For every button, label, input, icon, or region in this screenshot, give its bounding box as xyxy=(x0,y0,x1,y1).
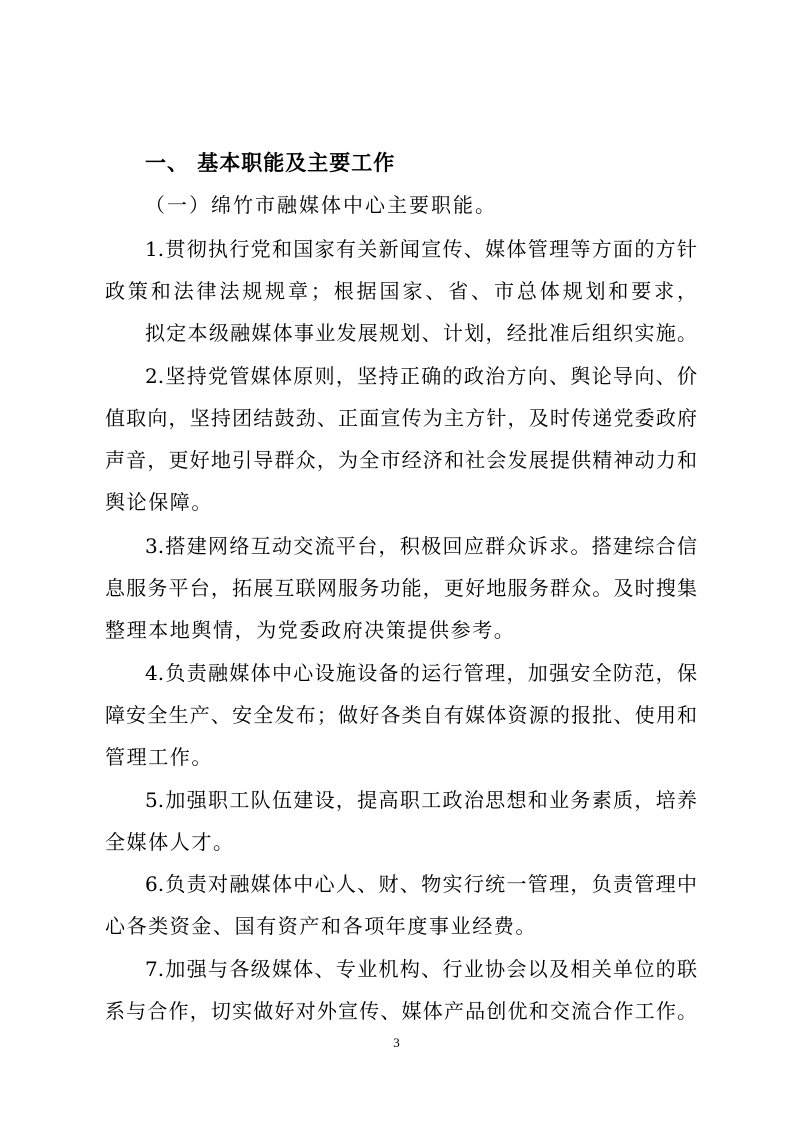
paragraph-line: 3.搭建网络互动交流平台，积极回应群众诉求。搭建综合信 xyxy=(145,534,697,558)
paragraph-line: 心各类资金、国有资产和各项年度事业经费。 xyxy=(105,914,537,938)
paragraph-line: 系与合作，切实做好对外宣传、媒体产品创优和交流合作工作。 xyxy=(105,999,697,1023)
subsection-heading: （一）绵竹市融媒体中心主要职能。 xyxy=(145,193,497,217)
paragraph-line: 1.贯彻执行党和国家有关新闻宣传、媒体管理等方面的方针 xyxy=(145,237,697,261)
paragraph-line: 息服务平台，拓展互联网服务功能，更好地服务群众。及时搜集 xyxy=(105,576,697,600)
paragraph-line: 管理工作。 xyxy=(105,745,213,769)
paragraph-line: 政策和法律法规规章；根据国家、省、市总体规划和要求， xyxy=(105,279,697,303)
paragraph-line: 声音，更好地引导群众，为全市经济和社会发展提供精神动力和 xyxy=(105,448,697,472)
paragraph-line: 障安全生产、安全发布；做好各类自有媒体资源的报批、使用和 xyxy=(105,703,697,727)
paragraph-line: 全媒体人才。 xyxy=(105,830,235,854)
paragraph-line: 2.坚持党管媒体原则，坚持正确的政治方向、舆论导向、价 xyxy=(145,364,697,388)
paragraph-line: 4.负责融媒体中心设施设备的运行管理，加强安全防范，保 xyxy=(145,661,697,685)
paragraph-line: 7.加强与各级媒体、专业机构、行业协会以及相关单位的联 xyxy=(145,957,697,981)
paragraph-line: 值取向，坚持团结鼓劲、正面宣传为主方针，及时传递党委政府 xyxy=(105,406,697,430)
paragraph-line: 5.加强职工队伍建设，提高职工政治思想和业务素质，培养 xyxy=(145,788,697,812)
page-number: 3 xyxy=(393,1035,400,1050)
section-heading: 一、 基本职能及主要工作 xyxy=(145,151,396,175)
paragraph-line: 整理本地舆情，为党委政府决策提供参考。 xyxy=(105,618,516,642)
paragraph-line: 6.负责对融媒体中心人、财、物实行统一管理，负责管理中 xyxy=(145,872,697,896)
paragraph-line: 舆论保障。 xyxy=(105,490,213,514)
paragraph-line: 拟定本级融媒体事业发展规划、计划，经批准后组织实施。 xyxy=(145,321,697,345)
